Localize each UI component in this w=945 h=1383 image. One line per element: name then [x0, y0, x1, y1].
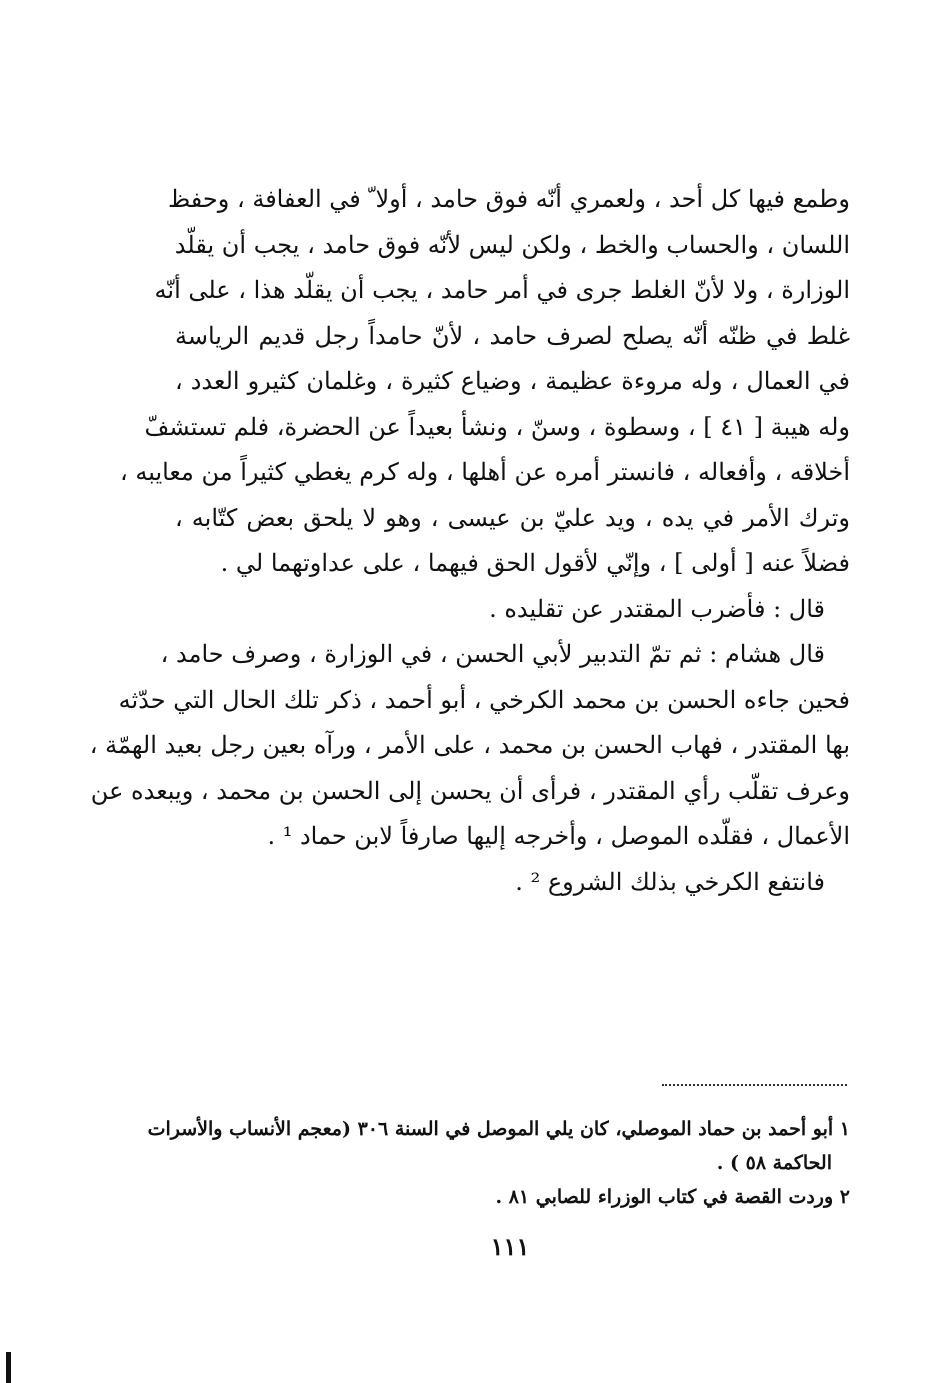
footnote-2: ٢ وردت القصة في كتاب الوزراء للصابي ٨١ . [495, 1186, 850, 1208]
scan-edge-mark [6, 1352, 11, 1383]
text-line: الأعمال ، فقلّده الموصل ، وأخرجه إليها صارفاً لابن حماد ¹ . [267, 822, 850, 850]
footnotes [147, 1112, 850, 1214]
text-line: فانتفع الكرخي بذلك الشروع ² . [515, 867, 825, 896]
footnote-separator [662, 1084, 847, 1086]
text-line: وعرف تقلّب رأي المقتدر ، فرأى أن يحسن إلى الحسن بن محمد ، ويبعده عن [90, 776, 850, 805]
text-line: بها المقتدر ، فهاب الحسن بن محمد ، على الأمر ، ورآه بعين رجل بعيد الهمّة ، [89, 731, 850, 759]
text-line: وترك الأمر في يده ، ويد عليّ بن عيسى ، وهو لا يلحق بعض كتّابه ، [175, 503, 850, 532]
footnote-1-line-1: ١ أبو أحمد بن حماد الموصلي، كان يلي الموصل في السنة ٣٠٦ (معجم الأنساب والأسرات [147, 1118, 850, 1140]
text-line: قال : فأضرب المقتدر عن تقليده . [489, 594, 825, 623]
text-line: الوزارة ، ولا لأنّ الغلط جرى في أمر حامد ، يجب أن يقلّد هذا ، على أنّه [154, 276, 850, 304]
text-line: في العمال ، وله مروءة عظيمة ، وضياع كثيرة ، وغلمان كثيرو العدد ، [175, 367, 850, 395]
text-line: غلط في ظنّه أنّه يصلح لصرف حامد ، لأنّ حامداً رجل قديم الرياسة [175, 321, 850, 350]
text-line: وطمع فيها كل أحد ، ولعمري أنّه فوق حامد ، أولا ّ في العفافة ، وحفظ [167, 185, 850, 213]
text-line: اللسان ، والحساب والخط ، ولكن ليس لأنّه فوق حامد ، يجب أن يقلّد [174, 230, 850, 259]
text-line: فضلاً عنه [ أولى ] ، وإنّي لأقول الحق فيهما ، على عداوتهما لي . [220, 549, 850, 577]
text-line: قال هشام : ثم تمّ التدبير لأبي الحسن ، في الوزارة ، وصرف حامد ، [160, 640, 825, 668]
text-line: أخلاقه ، وأفعاله ، فانستر أمره عن أهلها ، وله كرم يغطي كثيراً من معايبه ، [119, 458, 850, 486]
page-number: ١١١ [490, 1232, 530, 1261]
main-text [89, 177, 850, 905]
footnote-1-line-2: الحاكمة ٥٨ ) . [716, 1152, 832, 1174]
text-line: وله هيبة [ ٤١ ] ، وسطوة ، وسنّ ، ونشأ بعيداً عن الحضرة، فلم تستشفّ [144, 412, 850, 441]
text-line: فحين جاءه الحسن بن محمد الكرخي ، أبو أحمد ، ذكر تلك الحال التي حدّثه [118, 685, 850, 714]
